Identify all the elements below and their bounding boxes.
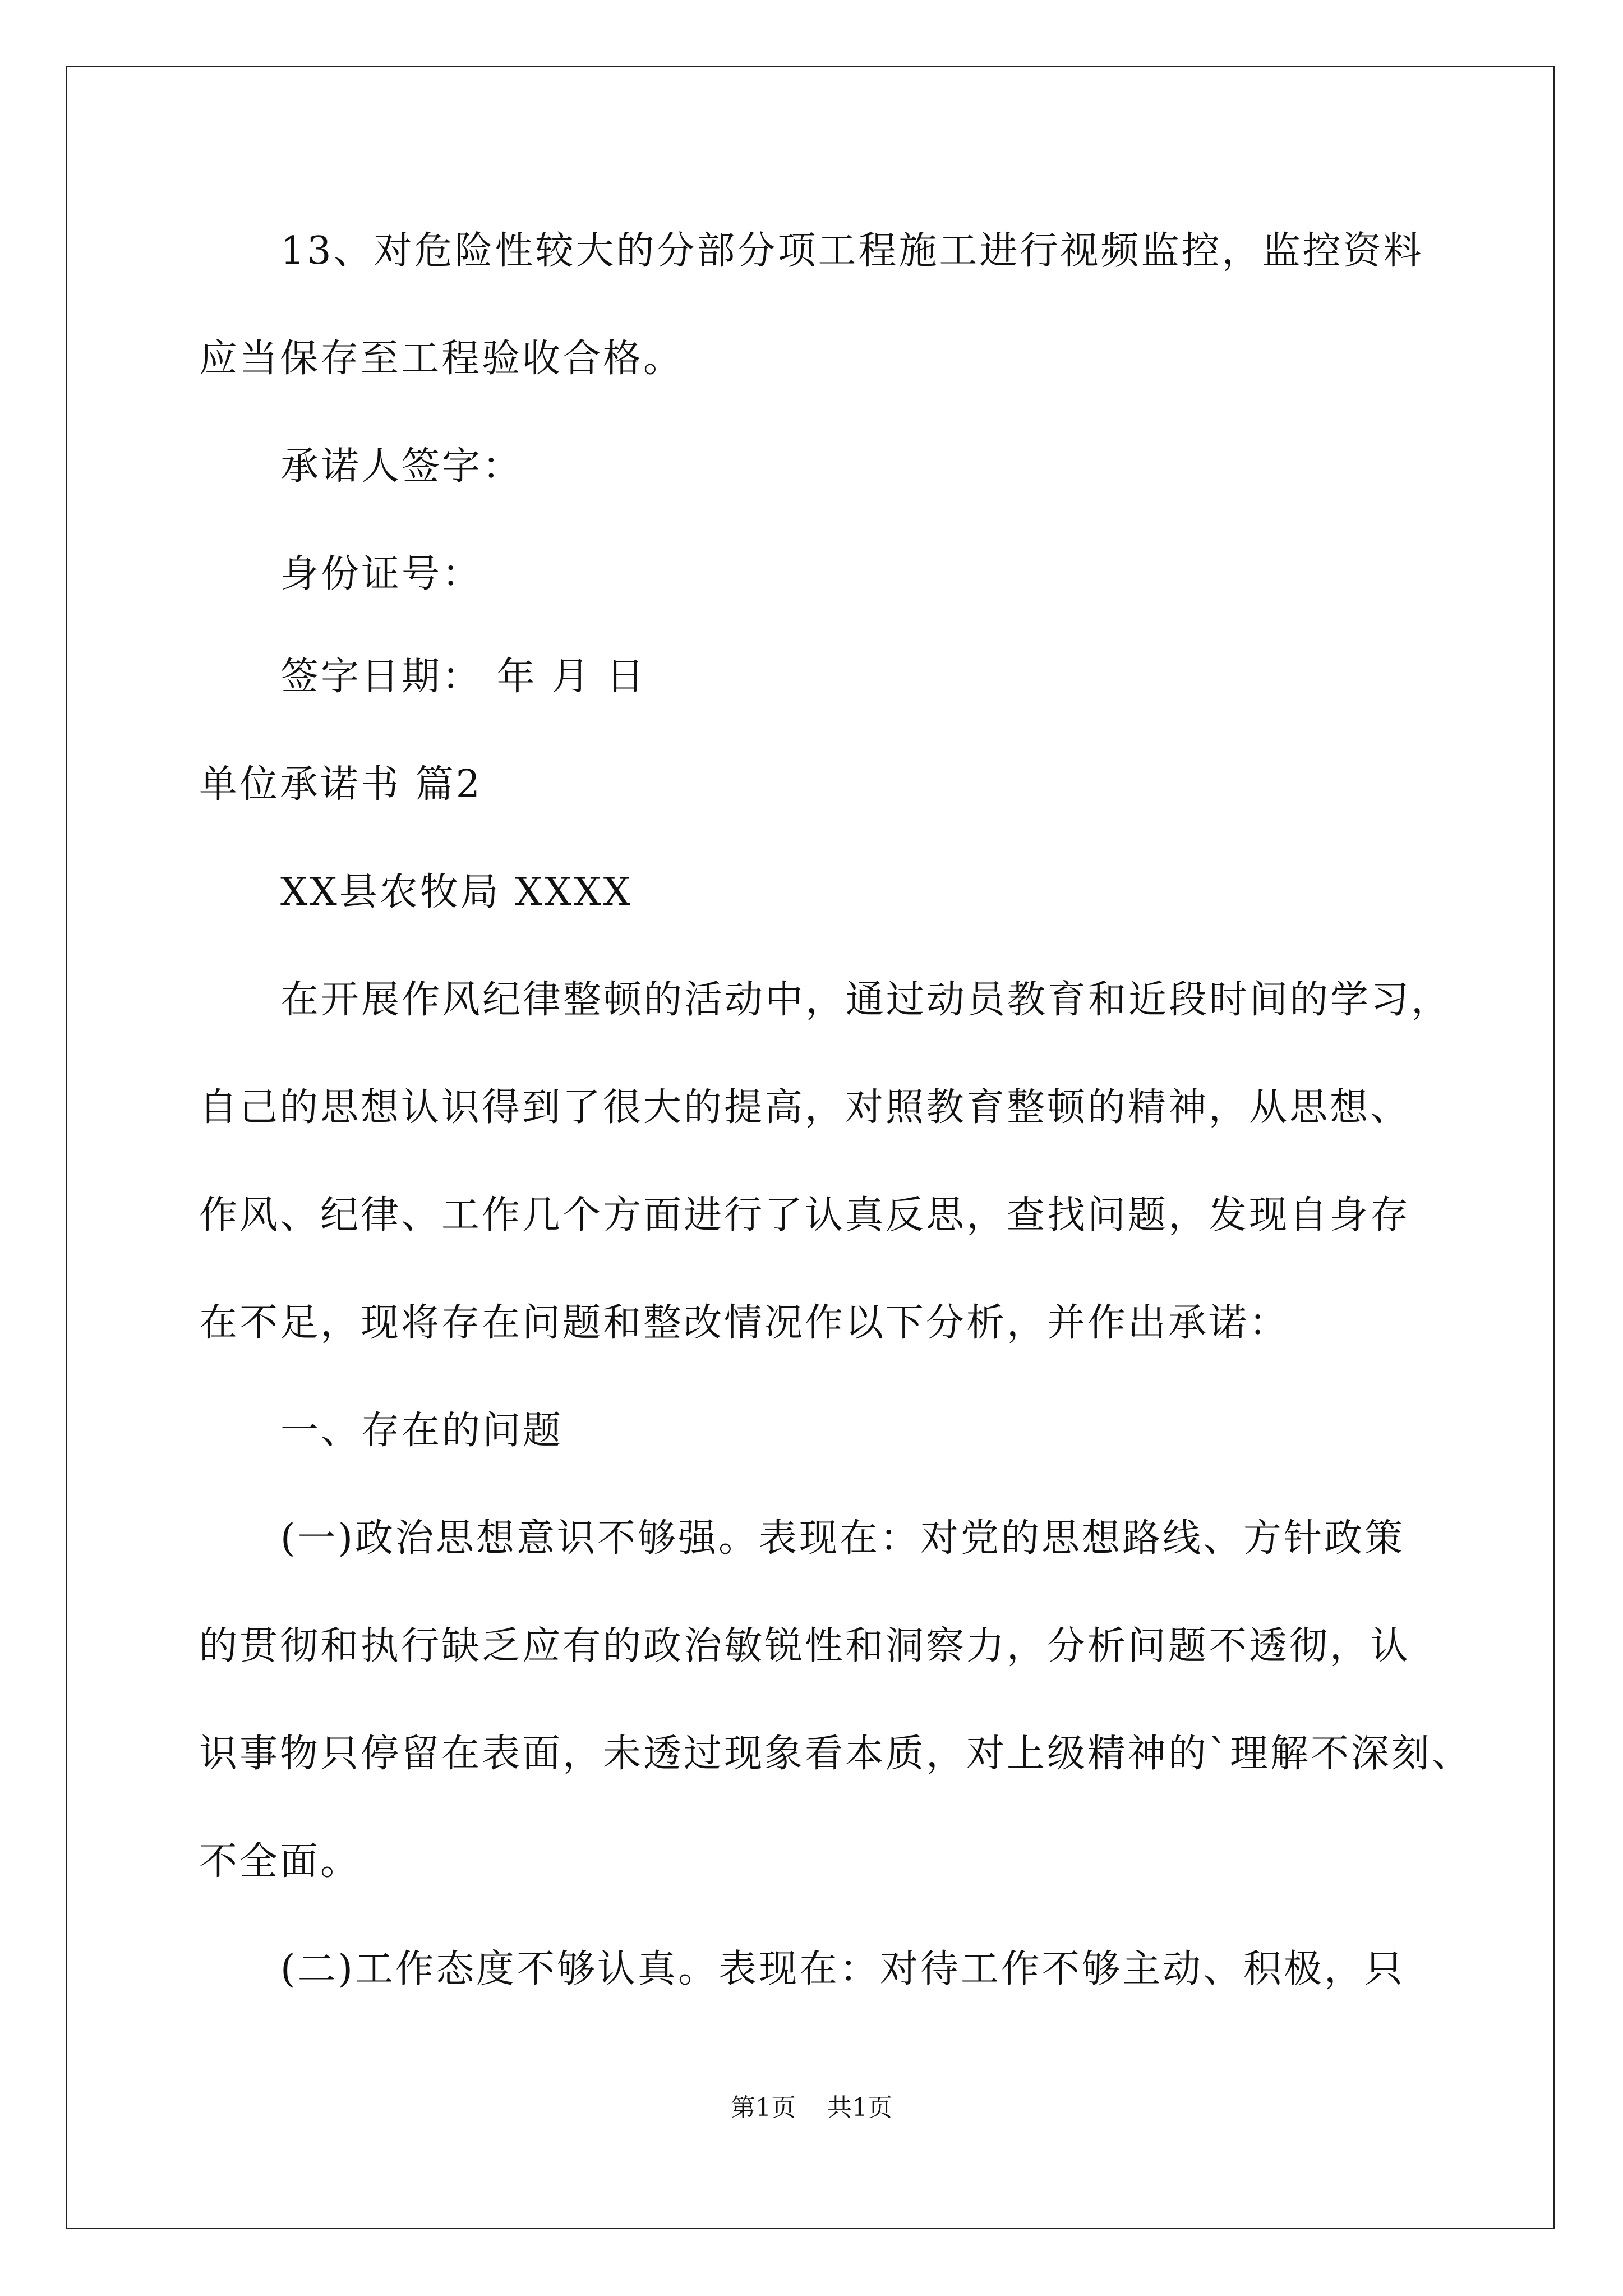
text-line: 的贯彻和执行缺乏应有的政治敏锐性和洞察力，分析问题不透彻，认 (199, 1624, 1411, 1668)
text-line: (二)工作态度不够认真。表现在：对待工作不够主动、积极，只 (280, 1947, 1405, 1991)
text-line: 不全面。 (199, 1839, 361, 1884)
text-line: 承诺人签字： (280, 444, 523, 489)
text-line: 身份证号： (280, 552, 483, 596)
section-heading: 单位承诺书 篇2 (199, 762, 482, 807)
page-footer: 第1页 共1页 (731, 2093, 892, 2122)
text-line: 在不足，现将存在问题和整改情况作以下分析，并作出承诺： (199, 1301, 1290, 1345)
text-line: 作风、纪律、工作几个方面进行了认真反思，查找问题，发现自身存 (199, 1193, 1411, 1237)
text-line: 签字日期： 年 月 日 (280, 655, 647, 699)
text-line: 自己的思想认识得到了很大的提高，对照教育整顿的精神，从思想、 (199, 1085, 1411, 1130)
text-line: 在开展作风纪律整顿的活动中，通过动员教育和近段时间的学习， (280, 978, 1452, 1022)
text-line: 13、对危险性较大的分部分项工程施工进行视频监控，监控资料 (280, 229, 1424, 273)
text-line: 一、存在的问题 (280, 1409, 564, 1453)
text-line: XX县农牧局 XXXX (280, 870, 633, 914)
text-line: 识事物只停留在表面，未透过现象看本质，对上级精神的`理解不深刻、 (199, 1732, 1473, 1776)
text-line: (一)政治思想意识不够强。表现在：对党的思想路线、方针政策 (280, 1516, 1405, 1561)
text-line: 应当保存至工程验收合格。 (199, 337, 684, 381)
